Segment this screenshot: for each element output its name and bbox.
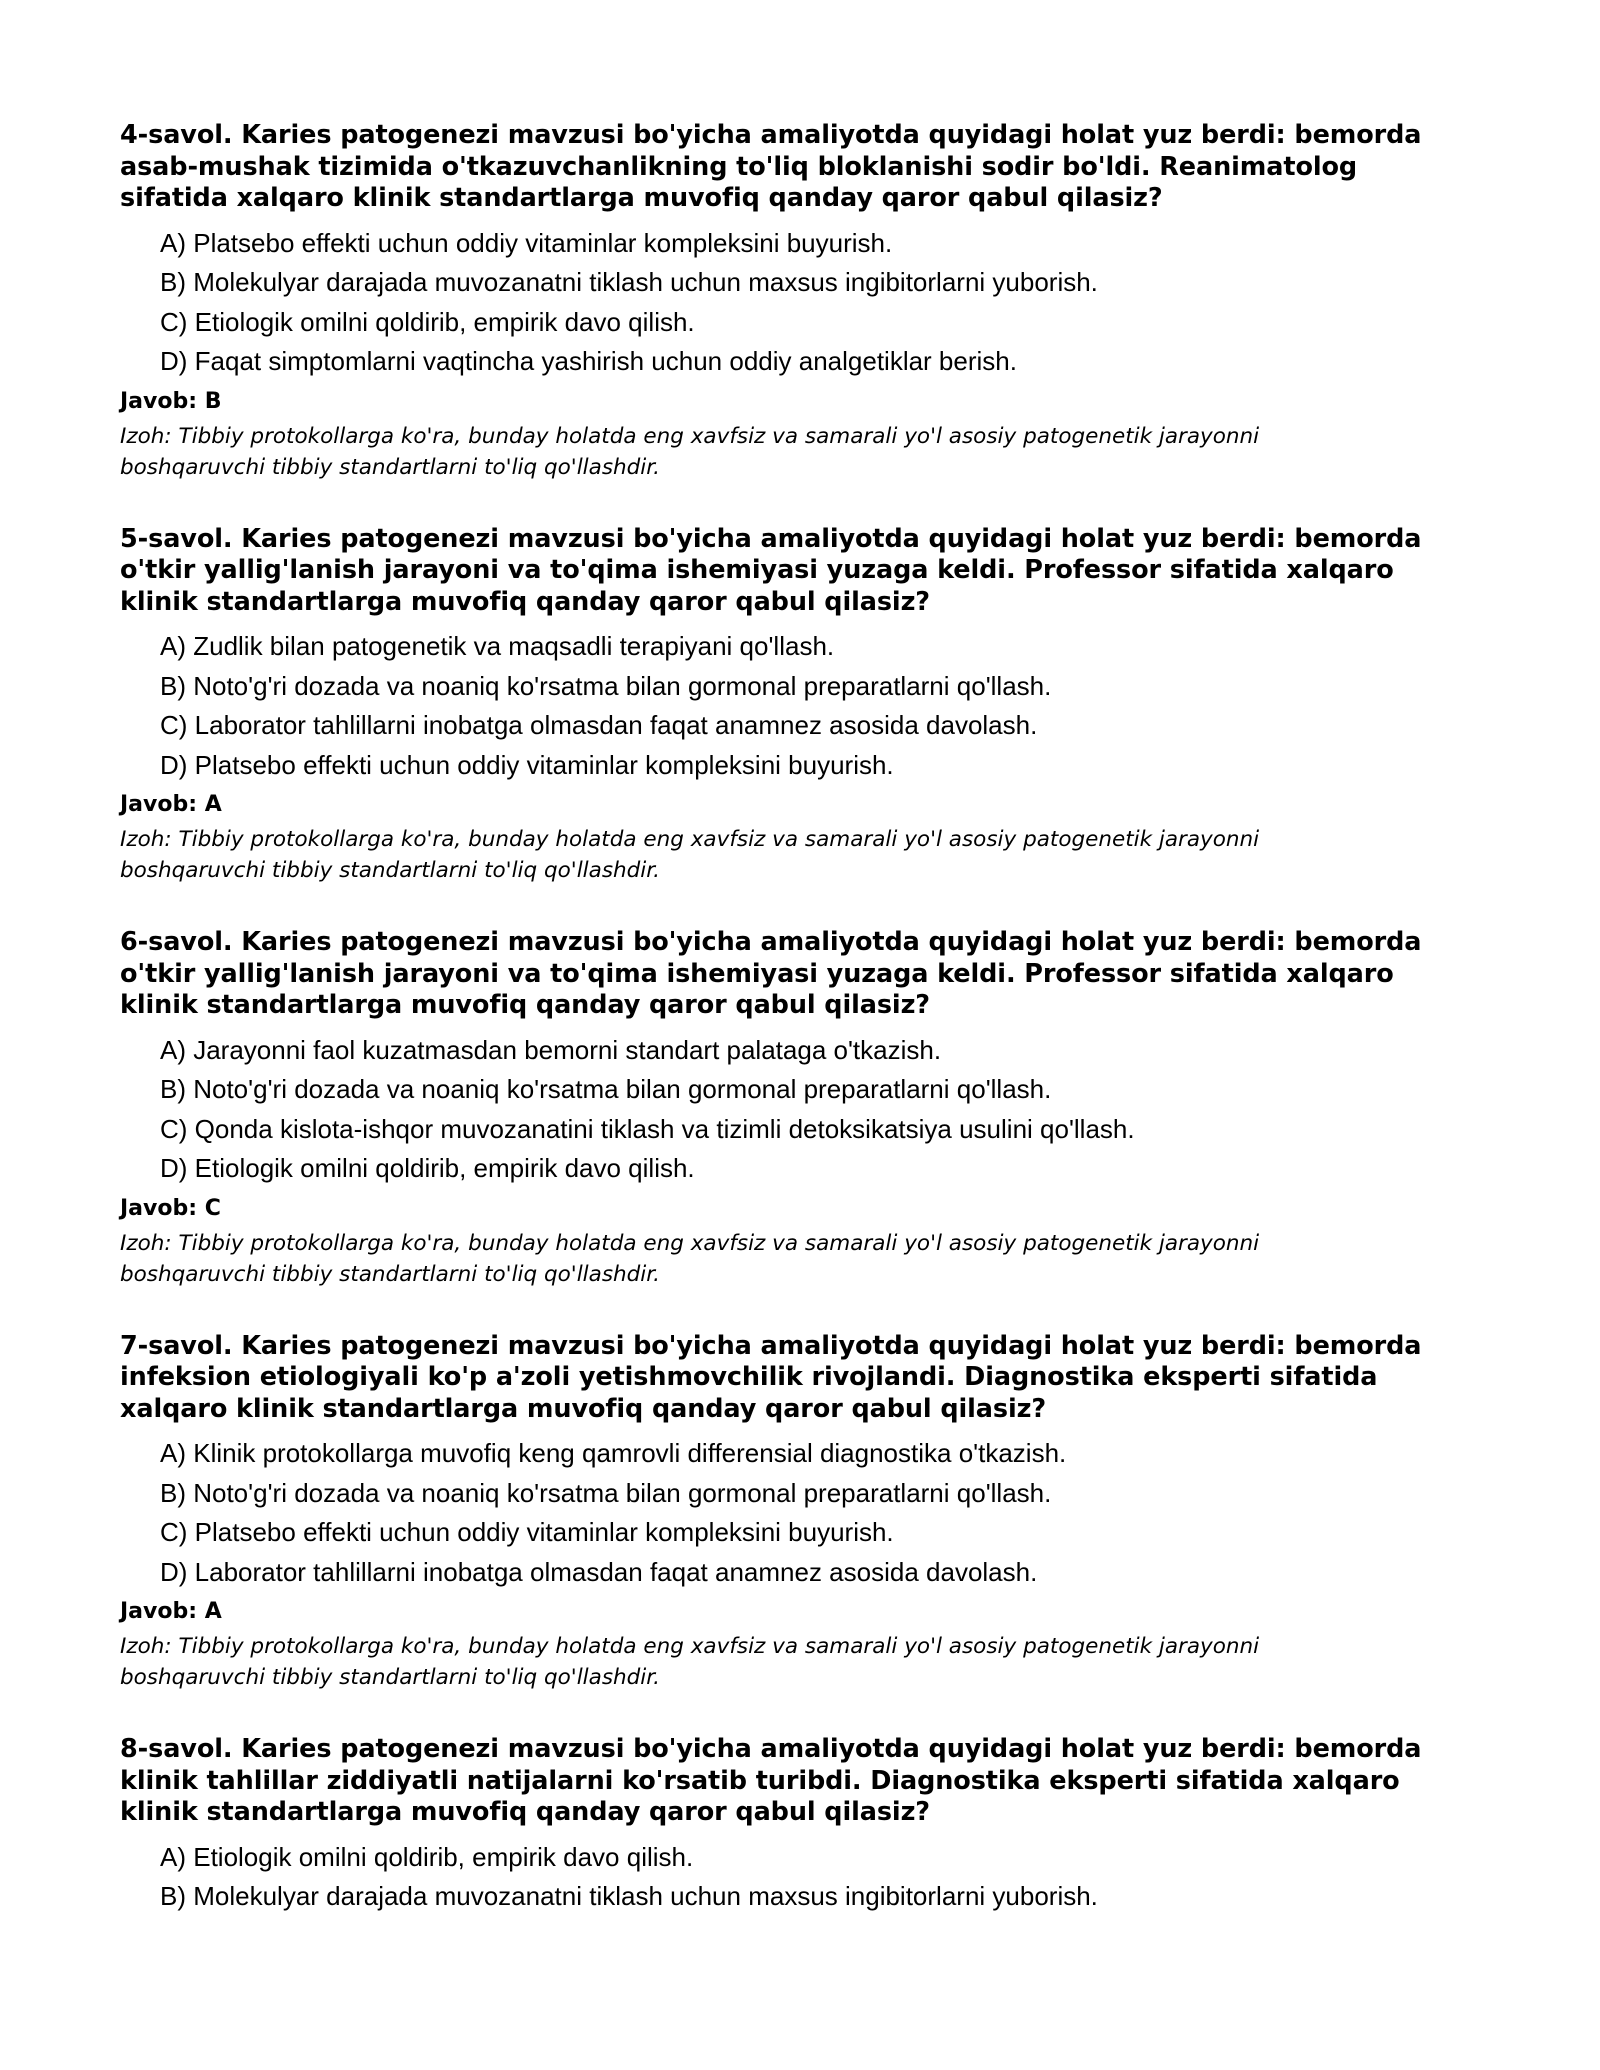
option-d: D) Platsebo effekti uchun oddiy vitaminlar kompleksini buyurish.	[160, 749, 894, 780]
answer-label: Javob: B	[120, 388, 222, 414]
answer-label: Javob: C	[120, 1195, 221, 1221]
option-b: B) Noto'g'ri dozada va noaniq ko'rsatma bilan gormonal preparatlarni qo'llash.	[160, 1074, 1052, 1104]
question-block	[120, 524, 1465, 887]
explanation-note: Izoh: Tibbiy protokollarga ko'ra, bunday holatda eng xavfsiz va samarali yo'l asosiy patogenetik jarayonni boshqaruvchi tibbiy standartlarni to'liq qo'llashdir.	[120, 1230, 1260, 1287]
question-title: 8-savol. Karies patogenezi mavzusi bo'yicha amaliyotda quyidagi holat yuz berdi: bemorda klinik tahlillar ziddiyatli natijalarni ko'rsatib turibdi. Diagnostika eksperti sifatida xalqaro klinik standartlarga muvofiq qanday qaror qabul qilasiz?	[120, 1734, 1422, 1827]
question-title: 4-savol. Karies patogenezi mavzusi bo'yicha amaliyotda quyidagi holat yuz berdi: bemorda asab-mushak tizimida o'tkazuvchanlikning to'liq bloklanishi sodir bo'ldi. Reanimatolog sifatida xalqaro klinik standartlarga muvofiq qanday qaror qabul qilasiz?	[120, 120, 1422, 213]
option-d: D) Faqat simptomlarni vaqtincha yashirish uchun oddiy analgetiklar berish.	[160, 346, 1017, 376]
answer-label: Javob: A	[120, 1599, 222, 1624]
answer-label: Javob: A	[120, 792, 222, 817]
option-list	[120, 627, 1465, 785]
explanation-note: Izoh: Tibbiy protokollarga ko'ra, bunday holatda eng xavfsiz va samarali yo'l asosiy patogenetik jarayonni boshqaruvchi tibbiy standartlarni to'liq qo'llashdir.	[120, 1634, 1260, 1690]
option-c: C) Laborator tahlillarni inobatga olmasdan faqat anamnez asosida davolash.	[160, 710, 1038, 740]
option-b: B) Molekulyar darajada muvozanatni tiklash uchun maxsus ingibitorlarni yuborish.	[160, 267, 1098, 297]
option-a: A) Platsebo effekti uchun oddiy vitaminlar kompleksini buyurish.	[160, 227, 893, 258]
option-list	[120, 224, 1465, 382]
explanation-note: Izoh: Tibbiy protokollarga ko'ra, bunday holatda eng xavfsiz va samarali yo'l asosiy patogenetik jarayonni boshqaruvchi tibbiy standartlarni to'liq qo'llashdir.	[120, 423, 1260, 480]
document-page	[120, 120, 1465, 1958]
question-block	[120, 120, 1465, 483]
option-d: D) Laborator tahlillarni inobatga olmasdan faqat anamnez asosida davolash.	[160, 1556, 1038, 1587]
option-c: C) Qonda kislota-ishqor muvozanatini tiklash va tizimli detoksikatsiya usulini qo'llash.	[160, 1113, 1135, 1144]
option-list	[120, 1838, 1465, 1917]
option-list	[120, 1031, 1465, 1189]
option-b: B) Molekulyar darajada muvozanatni tiklash uchun maxsus ingibitorlarni yuborish.	[160, 1881, 1098, 1911]
option-a: A) Etiologik omilni qoldirib, empirik davo qilish.	[160, 1841, 694, 1872]
option-c: C) Platsebo effekti uchun oddiy vitaminlar kompleksini buyurish.	[160, 1517, 894, 1547]
option-d: D) Etiologik omilni qoldirib, empirik davo qilish.	[160, 1153, 695, 1183]
question-block	[120, 927, 1465, 1290]
option-a: A) Jarayonni faol kuzatmasdan bemorni standart palataga o'tkazish.	[160, 1034, 942, 1065]
option-c: C) Etiologik omilni qoldirib, empirik davo qilish.	[160, 306, 695, 337]
option-a: A) Klinik protokollarga muvofiq keng qamrovli differensial diagnostika o'tkazish.	[160, 1438, 1067, 1468]
question-block	[120, 1331, 1465, 1694]
question-title: 7-savol. Karies patogenezi mavzusi bo'yicha amaliyotda quyidagi holat yuz berdi: bemorda infeksion etiologiyali ko'p a'zoli yetishmovchilik rivojlandi. Diagnostika eksperti sifatida xalqaro klinik standartlarga muvofiq qanday qaror qabul qilasiz?	[120, 1330, 1422, 1424]
explanation-note: Izoh: Tibbiy protokollarga ko'ra, bunday holatda eng xavfsiz va samarali yo'l asosiy patogenetik jarayonni boshqaruvchi tibbiy standartlarni to'liq qo'llashdir.	[120, 827, 1260, 883]
option-a: A) Zudlik bilan patogenetik va maqsadli terapiyani qo'llash.	[160, 631, 835, 661]
question-title: 5-savol. Karies patogenezi mavzusi bo'yicha amaliyotda quyidagi holat yuz berdi: bemorda o'tkir yallig'lanish jarayoni va to'qima ishemiyasi yuzaga keldi. Professor sifatida xalqaro klinik standartlarga muvofiq qanday qaror qabul qilasiz?	[120, 523, 1422, 617]
option-list	[120, 1434, 1465, 1592]
option-b: B) Noto'g'ri dozada va noaniq ko'rsatma bilan gormonal preparatlarni qo'llash.	[160, 1477, 1052, 1508]
option-b: B) Noto'g'ri dozada va noaniq ko'rsatma bilan gormonal preparatlarni qo'llash.	[160, 670, 1052, 701]
question-title: 6-savol. Karies patogenezi mavzusi bo'yicha amaliyotda quyidagi holat yuz berdi: bemorda o'tkir yallig'lanish jarayoni va to'qima ishemiyasi yuzaga keldi. Professor sifatida xalqaro klinik standartlarga muvofiq qanday qaror qabul qilasiz?	[120, 927, 1422, 1020]
question-block	[120, 1734, 1465, 1917]
